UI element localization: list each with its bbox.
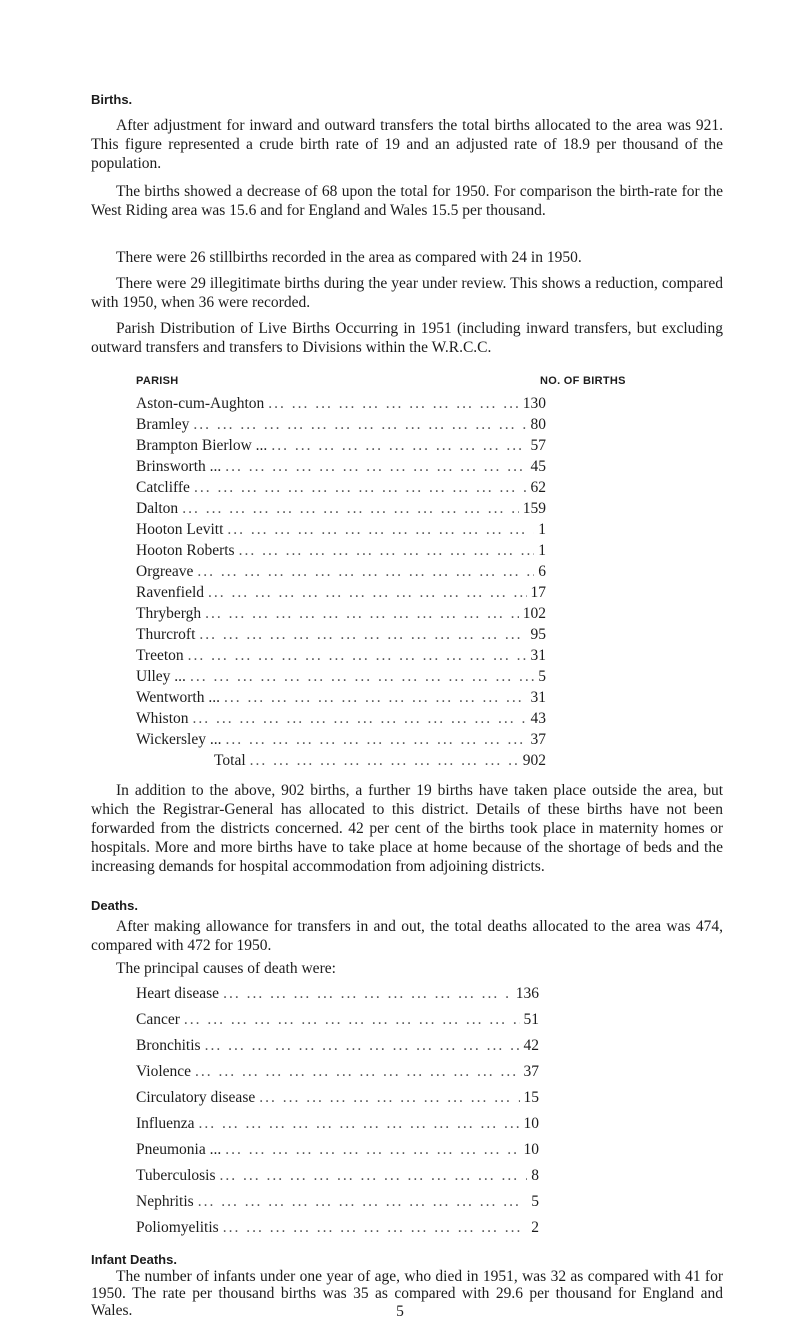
birth-count: 6 — [538, 563, 546, 580]
list-item — [136, 1140, 539, 1161]
column-header-births: NO. OF BIRTHS — [540, 375, 626, 387]
deaths-heading: Deaths. — [91, 898, 138, 913]
birth-count: 80 — [530, 416, 546, 433]
deaths-paragraph-1: After making allowance for transfers in and out, the total deaths allocated to the area was 474, compared with 472 for 1950. — [91, 918, 723, 954]
cause-count: 10 — [523, 1141, 539, 1158]
list-item — [136, 1036, 539, 1057]
table-total-row — [214, 751, 546, 772]
parish-name: Catcliffe — [136, 479, 190, 496]
table-row — [136, 688, 546, 709]
birth-count: 57 — [530, 437, 546, 454]
list-item — [136, 1192, 539, 1213]
birth-count: 102 — [522, 605, 546, 622]
birth-count: 1 — [538, 542, 546, 559]
birth-count: 62 — [530, 479, 546, 496]
cause-name: Influenza — [136, 1115, 195, 1132]
cause-count: 37 — [523, 1063, 539, 1080]
table-row — [136, 709, 546, 730]
parish-name: Brinsworth ... — [136, 458, 222, 475]
parish-name: Treeton — [136, 647, 184, 664]
table-row — [136, 415, 546, 436]
cause-name: Bronchitis — [136, 1037, 201, 1054]
list-item — [136, 984, 539, 1005]
birth-count: 31 — [530, 689, 546, 706]
parish-name: Whiston — [136, 710, 189, 727]
cause-name: Violence — [136, 1063, 192, 1080]
cause-name: Nephritis — [136, 1193, 194, 1210]
births-paragraph-4: There were 29 illegitimate births during the year under review. This shows a reduction, compared with 1950, when 36 were recorded. — [91, 275, 723, 311]
table-row — [136, 667, 546, 688]
list-item — [136, 1114, 539, 1135]
cause-name: Cancer — [136, 1011, 180, 1028]
parish-name: Thurcroft — [136, 626, 196, 643]
parish-name: Dalton — [136, 500, 179, 517]
table-row — [136, 625, 546, 646]
cause-name: Heart disease — [136, 985, 220, 1002]
table-row — [136, 604, 546, 625]
birth-count: 31 — [530, 647, 546, 664]
table-row — [136, 394, 546, 415]
births-paragraph-1: After adjustment for inward and outward transfers the total births allocated to the area was 921. This figure represented a crude birth rate of 19 and an adjusted rate of 18.9 per thousand of the population. — [91, 117, 723, 172]
parish-name: Ulley ... — [136, 668, 186, 685]
cause-name: Poliomyelitis — [136, 1219, 219, 1236]
page-number: 5 — [396, 1303, 404, 1320]
cause-count: 10 — [523, 1115, 539, 1132]
births-paragraph-2: The births showed a decrease of 68 upon the total for 1950. For comparison the birth-rate for the West Riding area was 15.6 and for England and Wales 15.5 per thousand. — [91, 183, 723, 219]
table-row — [136, 541, 546, 562]
total-value: 902 — [522, 752, 546, 769]
parish-name: Wickersley ... — [136, 731, 222, 748]
cause-count: 15 — [523, 1089, 539, 1106]
list-item — [136, 1010, 539, 1031]
cause-name: Pneumonia ... — [136, 1141, 222, 1158]
parish-name: Wentworth ... — [136, 689, 220, 706]
birth-count: 130 — [522, 395, 546, 412]
parish-name: Aston-cum-Aughton — [136, 395, 265, 412]
parish-name: Brampton Bierlow ... — [136, 437, 268, 454]
cause-count: 136 — [515, 985, 539, 1002]
table-row — [136, 499, 546, 520]
birth-count: 95 — [530, 626, 546, 643]
cause-count: 42 — [523, 1037, 539, 1054]
table-row — [136, 436, 546, 457]
cause-name: Tuberculosis — [136, 1167, 216, 1184]
parish-name: Bramley — [136, 416, 190, 433]
table-row — [136, 520, 546, 541]
table-row — [136, 646, 546, 667]
total-label: Total — [214, 752, 246, 769]
infant-deaths-paragraph: The number of infants under one year of age, who died in 1951, was 32 as compared with 41 for 1950. The rate per thousand births was 35 as compared with 29.6 per thousand for England and Wales. — [91, 1268, 723, 1319]
births-paragraph-6: In addition to the above, 902 births, a further 19 births have taken place outside the area, but which the Registrar-General has allocated to this district. Details of these births have not been forwarded from the districts concerned. 42 per cent of the births took place in maternity homes or hospitals. More and more births have to take place at home because of the shortage of beds and the increasing demands for hospital accommodation from adjoining districts. — [91, 782, 723, 875]
births-heading: Births. — [91, 92, 133, 107]
list-item — [136, 1088, 539, 1109]
cause-count: 8 — [531, 1167, 539, 1184]
birth-count: 37 — [530, 731, 546, 748]
births-paragraph-5: Parish Distribution of Live Births Occurring in 1951 (including inward transfers, but excluding outward transfers and transfers to Divisions within the W.R.C.C. — [91, 320, 723, 356]
list-item — [136, 1062, 539, 1083]
birth-count: 43 — [530, 710, 546, 727]
list-item — [136, 1166, 539, 1187]
table-row — [136, 478, 546, 499]
cause-count: 5 — [531, 1193, 539, 1210]
parish-name: Orgreave — [136, 563, 194, 580]
births-paragraph-3: There were 26 stillbirths recorded in the area as compared with 24 in 1950. — [116, 249, 582, 266]
column-header-parish: PARISH — [136, 375, 179, 387]
cause-name: Circulatory disease — [136, 1089, 256, 1106]
birth-count: 45 — [530, 458, 546, 475]
table-row — [136, 562, 546, 583]
parish-name: Hooton Roberts — [136, 542, 235, 559]
table-row — [136, 730, 546, 751]
birth-count: 5 — [538, 668, 546, 685]
table-row — [136, 583, 546, 604]
infant-deaths-heading: Infant Deaths. — [91, 1252, 177, 1267]
deaths-paragraph-2: The principal causes of death were: — [116, 960, 336, 977]
parish-name: Ravenfield — [136, 584, 205, 601]
birth-count: 159 — [522, 500, 546, 517]
parish-name: Hooton Levitt — [136, 521, 224, 538]
cause-count: 2 — [531, 1219, 539, 1236]
birth-count: 1 — [538, 521, 546, 538]
parish-name: Thrybergh — [136, 605, 202, 622]
list-item — [136, 1218, 539, 1239]
cause-count: 51 — [523, 1011, 539, 1028]
birth-count: 17 — [530, 584, 546, 601]
table-row — [136, 457, 546, 478]
